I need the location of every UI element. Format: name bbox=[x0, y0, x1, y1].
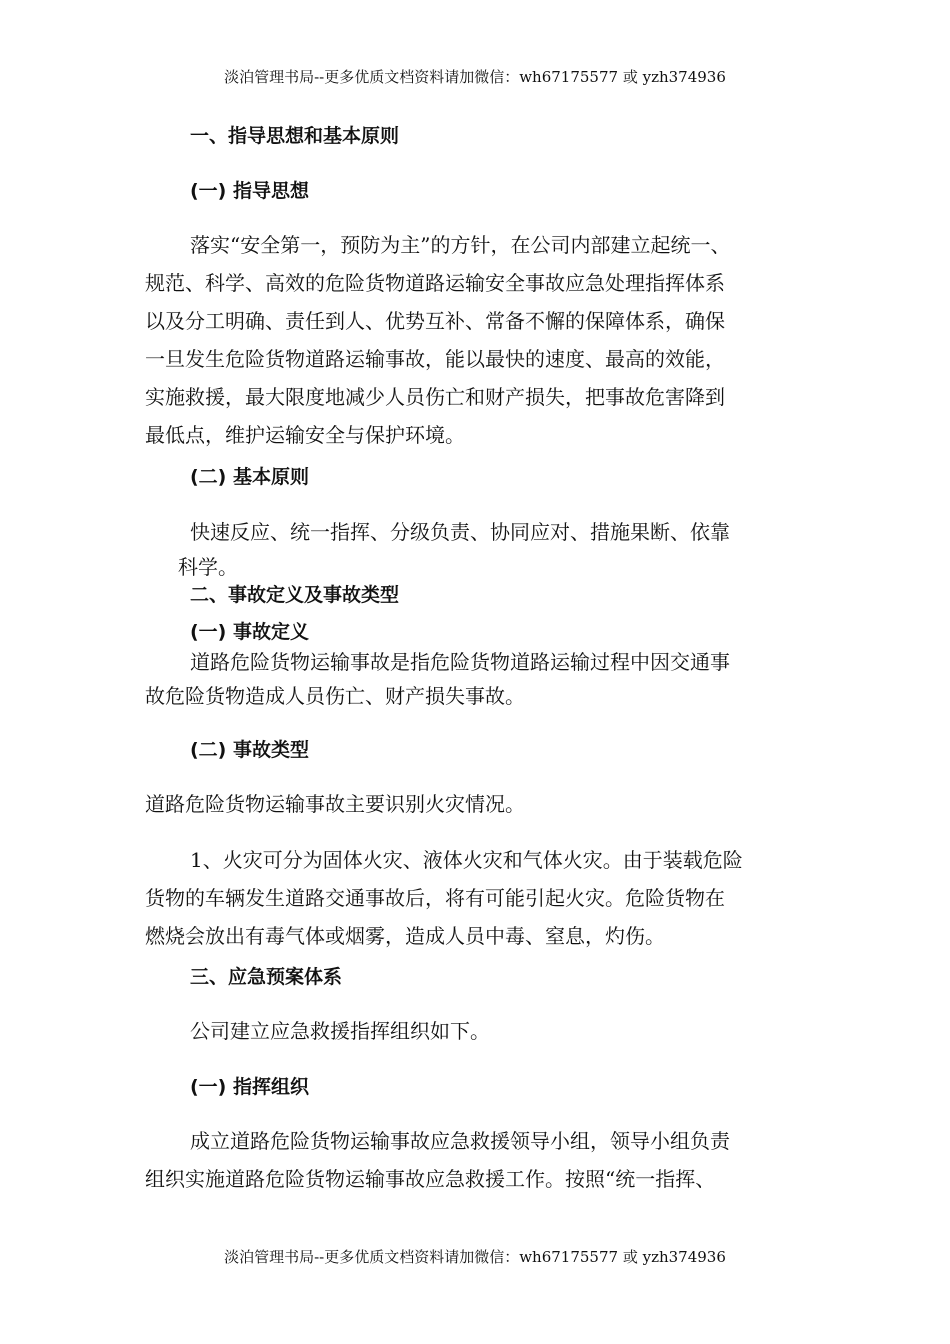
page-header: 淡泊管理书局--更多优质文档资料请加微信：wh67175577 或 yzh374936 bbox=[224, 68, 726, 86]
paragraph-line: 规范、科学、高效的危险货物道路运输安全事故应急处理指挥体系 bbox=[145, 271, 725, 295]
section-2-2-title: (二) 事故类型 bbox=[190, 739, 309, 761]
paragraph-line: 组织实施道路危险货物运输事故应急救援工作。按照“统一指挥、 bbox=[145, 1167, 716, 1191]
section-3-title: 三、应急预案体系 bbox=[190, 966, 343, 988]
paragraph-line: 以及分工明确、责任到人、优势互补、常备不懈的保障体系，确保 bbox=[145, 309, 725, 333]
paragraph-line: 故危险货物造成人员伤亡、财产损失事故。 bbox=[145, 684, 525, 708]
paragraph-line: 实施救援，最大限度地减少人员伤亡和财产损失，把事故危害降到 bbox=[145, 385, 725, 409]
paragraph-line: 道路危险货物运输事故是指危险货物道路运输过程中因交通事 bbox=[190, 650, 730, 674]
paragraph-line: 落实“安全第一，预防为主”的方针，在公司内部建立起统一、 bbox=[190, 233, 731, 257]
paragraph-line: 快速反应、统一指挥、分级负责、协同应对、措施果断、依靠 bbox=[190, 520, 730, 544]
section-2-2-intro: 道路危险货物运输事故主要识别火灾情况。 bbox=[145, 792, 525, 816]
section-1-title: 一、指导思想和基本原则 bbox=[190, 125, 400, 147]
section-3-intro: 公司建立应急救援指挥组织如下。 bbox=[190, 1019, 490, 1043]
page-footer: 淡泊管理书局--更多优质文档资料请加微信：wh67175577 或 yzh374936 bbox=[224, 1248, 726, 1266]
section-1-2-body bbox=[178, 513, 850, 583]
section-2-2-body bbox=[145, 841, 805, 955]
section-3-1-title: (一) 指挥组织 bbox=[190, 1076, 309, 1098]
paragraph-line: 科学。 bbox=[178, 555, 238, 579]
section-2-1-body bbox=[145, 645, 805, 713]
section-1-2-title: (二) 基本原则 bbox=[190, 466, 309, 488]
section-2-1-title: (一) 事故定义 bbox=[190, 621, 309, 643]
paragraph-line: 成立道路危险货物运输事故应急救援领导小组，领导小组负责 bbox=[190, 1129, 730, 1153]
section-1-1-body bbox=[145, 226, 805, 454]
section-1-1-title: (一) 指导思想 bbox=[190, 180, 309, 202]
section-2-title: 二、事故定义及事故类型 bbox=[190, 584, 400, 606]
section-3-1-body bbox=[145, 1122, 805, 1198]
paragraph-line: 货物的车辆发生道路交通事故后，将有可能引起火灾。危险货物在 bbox=[145, 886, 725, 910]
paragraph-line: 一旦发生危险货物道路运输事故，能以最快的速度、最高的效能， bbox=[145, 347, 725, 371]
paragraph-line: 燃烧会放出有毒气体或烟雾，造成人员中毒、窒息，灼伤。 bbox=[145, 924, 665, 948]
paragraph-line: 1、火灾可分为固体火灾、液体火灾和气体火灾。由于装载危险 bbox=[190, 848, 743, 872]
paragraph-line: 最低点，维护运输安全与保护环境。 bbox=[145, 423, 465, 447]
